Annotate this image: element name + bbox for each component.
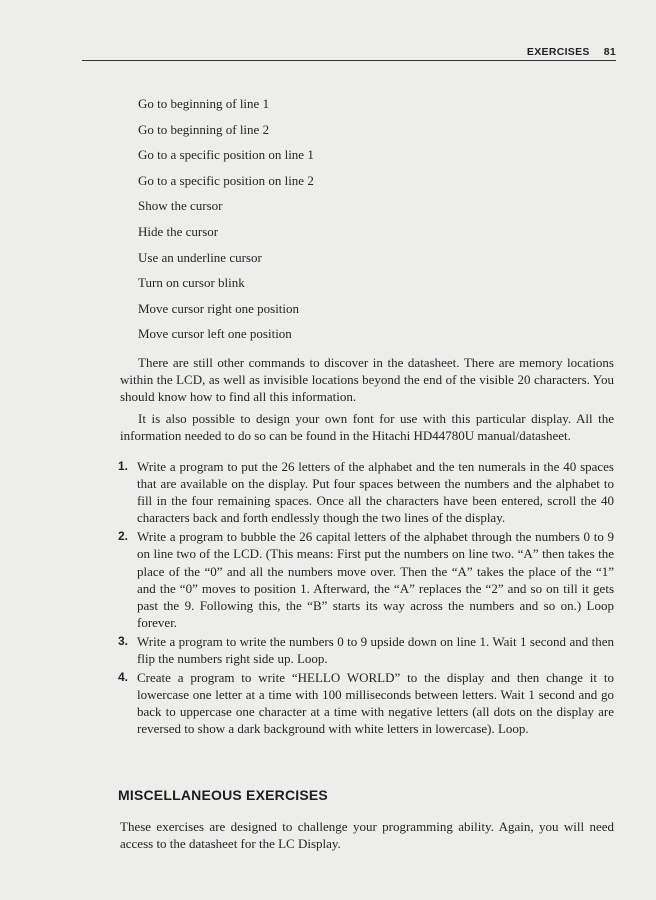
exercise-number: 1. xyxy=(118,459,129,473)
exercise-list xyxy=(118,458,614,740)
custom-font-paragraph xyxy=(120,410,614,444)
exercise-item xyxy=(118,669,614,737)
page-number: 81 xyxy=(603,46,616,58)
exercise-text: Create a program to write “HELLO WORLD” to the display and then change it to lowercase one letter at a time with 100 milliseconds between letters. Wait 1 second and go back to uppercase one character at a time with negative letters (all dots on the display are reversed to show a dark background with white letters in lowercase). Loop. xyxy=(137,670,614,737)
exercise-item xyxy=(118,633,614,667)
command-item: Use an underline cursor xyxy=(138,249,262,265)
command-item: Go to a specific position on line 1 xyxy=(138,147,314,163)
running-head xyxy=(82,46,616,61)
exercise-item xyxy=(118,528,614,631)
command-item: Go to beginning of line 2 xyxy=(138,121,270,137)
command-item: Hide the cursor xyxy=(138,223,219,239)
command-item: Go to a specific position on line 2 xyxy=(138,172,314,188)
exercise-text: Write a program to bubble the 26 capital letters of the alphabet through the numbers 0 to 9 on line two of the LCD. (This means: First put the numbers on line two. “A” then takes the place of the “0” and all the numbers move over. Then the “A” takes the place of the “1” and the “0” moves to position 1. Afterward, the “A” replaces the “2” and so on till it gets past the 9. Following this, the “B” starts its way across the numbers and so on.) Loop forever. xyxy=(137,529,614,630)
command-item: Show the cursor xyxy=(138,198,223,214)
exercise-number: 4. xyxy=(118,670,129,685)
other-commands-paragraph xyxy=(120,354,614,405)
exercise-item xyxy=(118,458,614,526)
section-heading: MISCELLANEOUS EXERCISES xyxy=(118,787,328,803)
command-item: Turn on cursor blink xyxy=(138,275,245,291)
lcd-command-list xyxy=(138,91,438,347)
misc-intro-paragraph: These exercises are designed to challenge your programming ability. Again, you will need access to the datasheet for the LC Display. xyxy=(120,819,614,851)
command-item: Move cursor right one position xyxy=(138,300,300,316)
exercise-text: Write a program to put the 26 letters of the alphabet and the ten numerals in the 40 spaces that are available on the display. Put four spaces between the numbers and the alphabet to fill in the four remaining spaces. Once all the characters have been entered, scroll the 40 characters back and forth endlessly though the two lines of the display. xyxy=(137,459,614,526)
other-commands-text: There are still other commands to discover in the datasheet. There are memory locations within the LCD, as well as invisible locations beyond the end of the visible 20 characters. You should know how to find all this information. xyxy=(120,355,614,404)
command-item: Move cursor left one position xyxy=(138,326,292,342)
exercise-number: 3. xyxy=(118,633,129,648)
running-head-text xyxy=(527,46,616,58)
exercise-text: Write a program to write the numbers 0 to 9 upside down on line 1. Wait 1 second and then flip the numbers right side up. Loop. xyxy=(137,633,614,667)
exercise-number: 2. xyxy=(118,529,129,544)
command-item: Go to beginning of line 1 xyxy=(138,96,270,111)
running-head-section: EXERCISES xyxy=(526,46,590,58)
custom-font-text: It is also possible to design your own font for use with this particular display. All the information needed to do so can be found in the Hitachi HD44780U manual/datasheet. xyxy=(120,411,614,443)
